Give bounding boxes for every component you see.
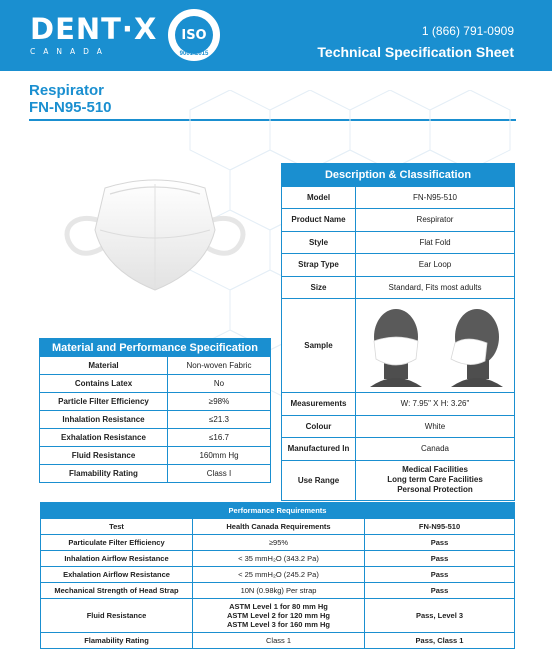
test-name: Particulate Filter Efficiency: [41, 535, 193, 551]
row-label: Colour: [282, 415, 356, 438]
test-name: Mechanical Strength of Head Strap: [41, 583, 193, 599]
row-label: Particle Filter Efficiency: [40, 393, 168, 411]
row-value: ≤16.7: [168, 429, 271, 447]
table-row: [282, 231, 515, 254]
use-range-item: Personal Protection: [397, 485, 473, 494]
result: Pass: [365, 535, 515, 551]
table-row: [41, 551, 515, 567]
column-header: Health Canada Requirements: [193, 519, 365, 535]
table-row: [40, 411, 271, 429]
row-label: Flamability Rating: [40, 465, 168, 483]
table-row: [40, 429, 271, 447]
result: Pass: [365, 567, 515, 583]
row-value: White: [356, 415, 515, 438]
row-label: Style: [282, 231, 356, 254]
description-classification-table: [281, 163, 515, 501]
fluid-level-item: ASTM Level 3 for 160 mm Hg: [227, 620, 330, 629]
requirement: ≥95%: [193, 535, 365, 551]
sample-head-side-image: [443, 303, 507, 389]
row-value: Ear Loop: [356, 254, 515, 277]
table-row: [282, 186, 515, 209]
row-value: Flat Fold: [356, 231, 515, 254]
table-row: [41, 633, 515, 649]
row-label: Size: [282, 276, 356, 299]
phone-number: 1 (866) 791-0909: [421, 24, 514, 38]
row-label: Fluid Resistance: [40, 447, 168, 465]
row-label: Model: [282, 186, 356, 209]
test-name: Fluid Resistance: [41, 599, 193, 633]
row-value: Non-woven Fabric: [168, 357, 271, 375]
table-row: [40, 375, 271, 393]
row-label: Use Range: [282, 460, 356, 500]
row-label: Inhalation Resistance: [40, 411, 168, 429]
table-row: [41, 583, 515, 599]
test-name: Exhalation Airflow Resistance: [41, 567, 193, 583]
result: Pass, Class 1: [365, 633, 515, 649]
column-header: Test: [41, 519, 193, 535]
fluid-level-item: ASTM Level 2 for 120 mm Hg: [227, 611, 330, 620]
row-label: Exhalation Resistance: [40, 429, 168, 447]
row-value: ≥98%: [168, 393, 271, 411]
use-range-item: Medical Facilities: [402, 465, 468, 474]
table-row: [282, 415, 515, 438]
test-name: Inhalation Airflow Resistance: [41, 551, 193, 567]
row-value: ≤21.3: [168, 411, 271, 429]
result: Pass: [365, 551, 515, 567]
row-value: W: 7.95" X H: 3.26": [356, 393, 515, 416]
product-title: [29, 82, 112, 116]
table-row: [282, 209, 515, 232]
table-row: [282, 393, 515, 416]
header-banner: [0, 0, 552, 71]
logo-subtitle: CANADA: [30, 47, 110, 56]
sheet-title: Technical Specification Sheet: [317, 44, 514, 60]
product-name: Respirator: [29, 82, 105, 99]
material-performance-table: [39, 338, 271, 483]
table-row: [282, 438, 515, 461]
requirement: 10N (0.98kg) Per strap: [193, 583, 365, 599]
table-row: [41, 567, 515, 583]
iso-certification-badge: [166, 7, 222, 63]
result: Pass, Level 3: [365, 599, 515, 633]
sample-head-front-image: [364, 303, 428, 389]
table-row: [41, 535, 515, 551]
requirement: < 35 mmH₂O (343.2 Pa): [193, 551, 365, 567]
row-label: Material: [40, 357, 168, 375]
description-heading: Description & Classification: [282, 164, 515, 187]
performance-heading: Performance Requirements: [41, 503, 515, 519]
table-row: [40, 447, 271, 465]
logo-wordmark: DENT·X: [30, 12, 158, 46]
table-row: [282, 254, 515, 277]
table-header-row: [41, 519, 515, 535]
row-label: Strap Type: [282, 254, 356, 277]
respirator-mask-image: [55, 170, 255, 300]
row-value: Class I: [168, 465, 271, 483]
row-value: No: [168, 375, 271, 393]
requirement: < 25 mmH₂O (245.2 Pa): [193, 567, 365, 583]
row-value: Respirator: [356, 209, 515, 232]
row-label: Manufactured In: [282, 438, 356, 461]
table-row: [40, 357, 271, 375]
performance-requirements-table: [40, 502, 515, 649]
result: Pass: [365, 583, 515, 599]
requirement: Class 1: [193, 633, 365, 649]
table-row: [40, 393, 271, 411]
row-value: FN-N95-510: [356, 186, 515, 209]
row-label: Measurements: [282, 393, 356, 416]
sample-images: [356, 299, 515, 393]
iso-badge-year: 9001:2015: [179, 51, 209, 57]
row-value: 160mm Hg: [168, 447, 271, 465]
row-value: Canada: [356, 438, 515, 461]
row-label: Sample: [282, 299, 356, 393]
table-row: [40, 465, 271, 483]
fluid-level-item: ASTM Level 1 for 80 mm Hg: [229, 602, 328, 611]
use-range-item: Long term Care Facilities: [387, 475, 483, 484]
table-row: [282, 460, 515, 500]
table-row: [282, 276, 515, 299]
test-name: Flamability Rating: [41, 633, 193, 649]
material-heading: Material and Performance Specification: [40, 339, 271, 357]
table-row: [282, 299, 515, 393]
row-label: Product Name: [282, 209, 356, 232]
row-label: Contains Latex: [40, 375, 168, 393]
iso-badge-center: [175, 16, 213, 54]
table-row: [41, 599, 515, 633]
product-model: FN-N95-510: [29, 99, 112, 116]
requirement: [193, 599, 365, 633]
use-range-values: [356, 460, 515, 500]
iso-badge-text: ISO: [181, 27, 207, 43]
row-value: Standard, Fits most adults: [356, 276, 515, 299]
column-header: FN-N95-510: [365, 519, 515, 535]
dentx-logo: [30, 12, 158, 60]
